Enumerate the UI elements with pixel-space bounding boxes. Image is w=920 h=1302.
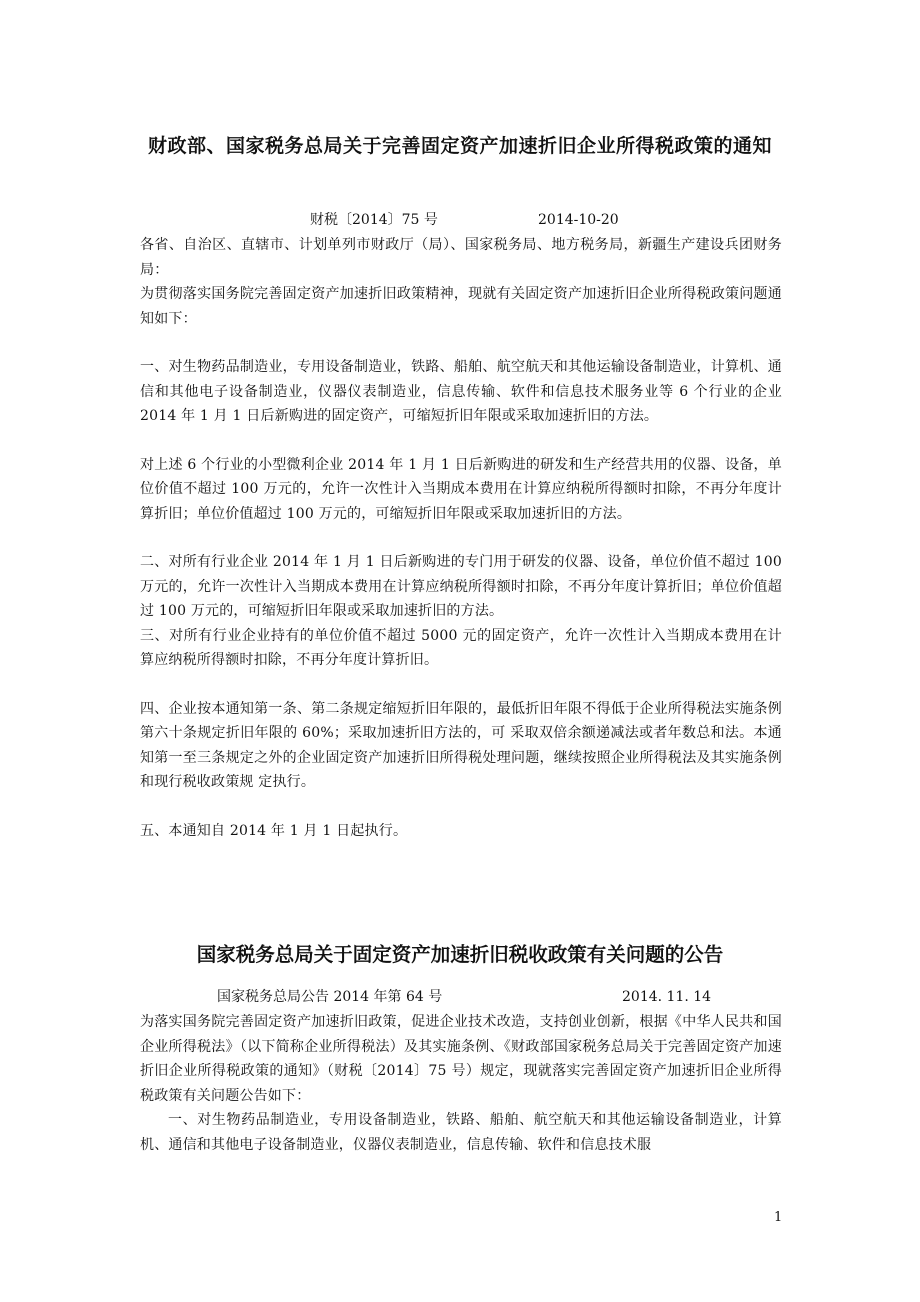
article-3: 三、对所有行业企业持有的单位价值不超过 5000 元的固定资产，允许一次性计入当期成本费用在计算应纳税所得额时扣除，不再分年度计算折旧。 bbox=[140, 627, 782, 668]
notice-title: 财政部、国家税务总局关于完善固定资产加速折旧企业所得税政策的通知 bbox=[147, 135, 772, 157]
announcement-title: 国家税务总局关于固定资产加速折旧税收政策有关问题的公告 bbox=[196, 943, 724, 966]
announcement-article-1: 一、对生物药品制造业，专用设备制造业，铁路、船舶、航空航天和其他运输设备制造业，计算机、通信和其他电子设备制造业，仪器仪表制造业，信息传输、软件和信息技术服 bbox=[140, 1112, 782, 1153]
article-1: 一、对生物药品制造业，专用设备制造业，铁路、船舶、航空航天和其他运输设备制造业，计算机、通信和其他电子设备制造业，仪器仪表制造业，信息传输、软件和信息技术服务业等 6 个行业的企业 2014 年 1 月 1 日后新购进的固定资产，可缩短折旧年限或采取加速折旧的方法。 bbox=[140, 359, 782, 424]
article-5: 五、本通知自 2014 年 1 月 1 日起执行。 bbox=[140, 822, 408, 839]
article-4: 四、企业按本通知第一条、第二条规定缩短折旧年限的，最低折旧年限不得低于企业所得税法实施条例第六十条规定折旧年限的 60%；采取加速折旧方法的，可 采取双倍余额递减法或者年数总和法。本通知第一至三条规定之外的企业固定资产加速折旧所得税处理问题，继续按照企业所得税法及其实施条例和现行税收政策规 定执行。 bbox=[140, 700, 782, 790]
page-number: 1 bbox=[774, 1210, 783, 1225]
article-1-supplement: 对上述 6 个行业的小型微利企业 2014 年 1 月 1 日后新购进的研发和生产经营共用的仪器、设备，单位价值不超过 100 万元的，允许一次性计入当期成本费用在计算应纳税所得额时扣除，不再分年度计算折旧；单位价值超过 100 万元的，可缩短折旧年限或采取加速折旧的方法。 bbox=[140, 456, 782, 522]
addressee: 各省、自治区、直辖市、计划单列市财政厅（局）、国家税务局、地方税务局，新疆生产建设兵团财务局： bbox=[140, 237, 782, 278]
announcement-number: 国家税务总局公告 2014 年第 64 号 bbox=[217, 989, 443, 1005]
article-2: 二、对所有行业企业 2014 年 1 月 1 日后新购进的专门用于研发的仪器、设备，单位价值不超过 100 万元的，允许一次性计入当期成本费用在计算应纳税所得额时扣除，不再分年度计算折旧；单位价值超过 100 万元的，可缩短折旧年限或采取加速折旧的方法。 bbox=[140, 554, 782, 619]
announcement-body bbox=[140, 1010, 782, 1157]
announcement-intro: 为落实国务院完善固定资产加速折旧政策，促进企业技术改造，支持创业创新，根据《中华人民共和国企业所得税法》（以下简称企业所得税法）及其实施条例、《财政部国家税务总局关于完善固定资产加速折旧企业所得税政策的通知》（财税〔2014〕75 号）规定，现就落实完善固定资产加速折旧企业所得税政策有关问题公告如下： bbox=[140, 1014, 782, 1104]
notice-body bbox=[140, 233, 782, 843]
intro-paragraph: 为贯彻落实国务院完善固定资产加速折旧政策精神，现就有关固定资产加速折旧企业所得税政策问题通知如下： bbox=[140, 286, 782, 327]
doc-date: 2014-10-20 bbox=[538, 212, 619, 228]
announcement-date: 2014. 11. 14 bbox=[622, 989, 712, 1005]
doc-number: 财税〔2014〕75 号 bbox=[310, 212, 438, 228]
